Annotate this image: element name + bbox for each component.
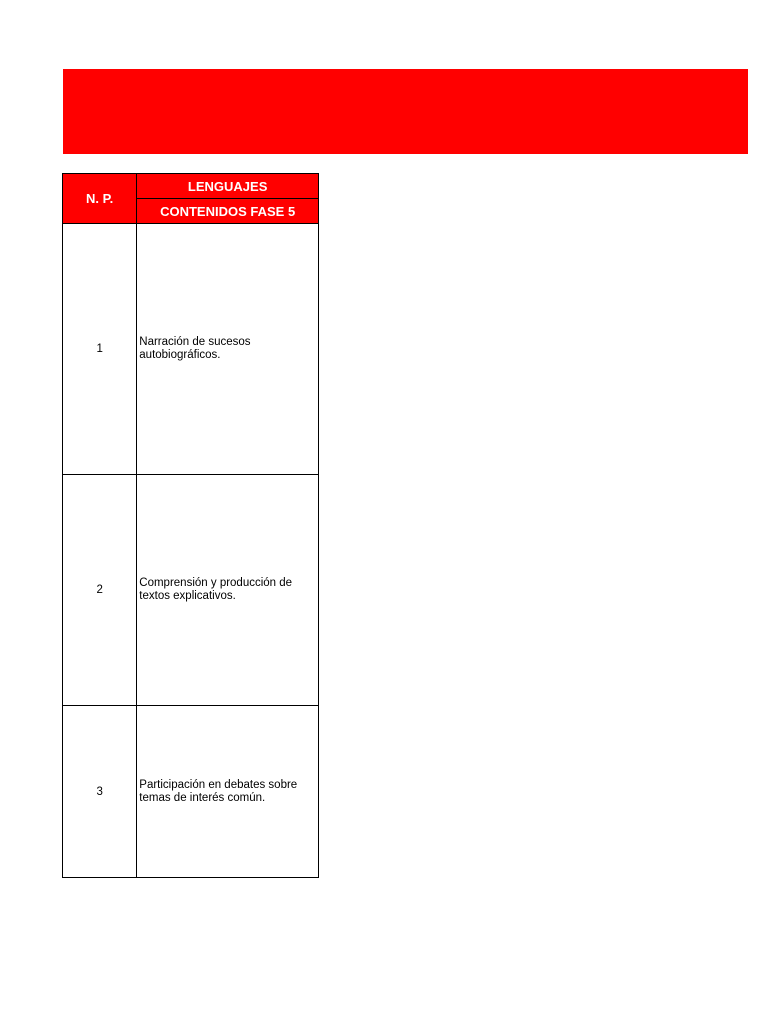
table-header-row-top [63,174,319,199]
row-number: 3 [63,706,137,878]
header-np: N. P. [63,174,137,224]
row-content: Narración de sucesos autobiográficos. [137,224,319,475]
row-content: Participación en debates sobre temas de interés común. [137,706,319,878]
table-row [63,475,319,706]
table-row [63,224,319,475]
header-area: LENGUAJES [137,174,319,199]
row-content: Comprensión y producción de textos explicativos. [137,475,319,706]
row-number: 1 [63,224,137,475]
red-header-banner [63,69,748,154]
table-row [63,706,319,878]
contents-table [62,173,319,878]
row-number: 2 [63,475,137,706]
header-contents: CONTENIDOS FASE 5 [137,199,319,224]
